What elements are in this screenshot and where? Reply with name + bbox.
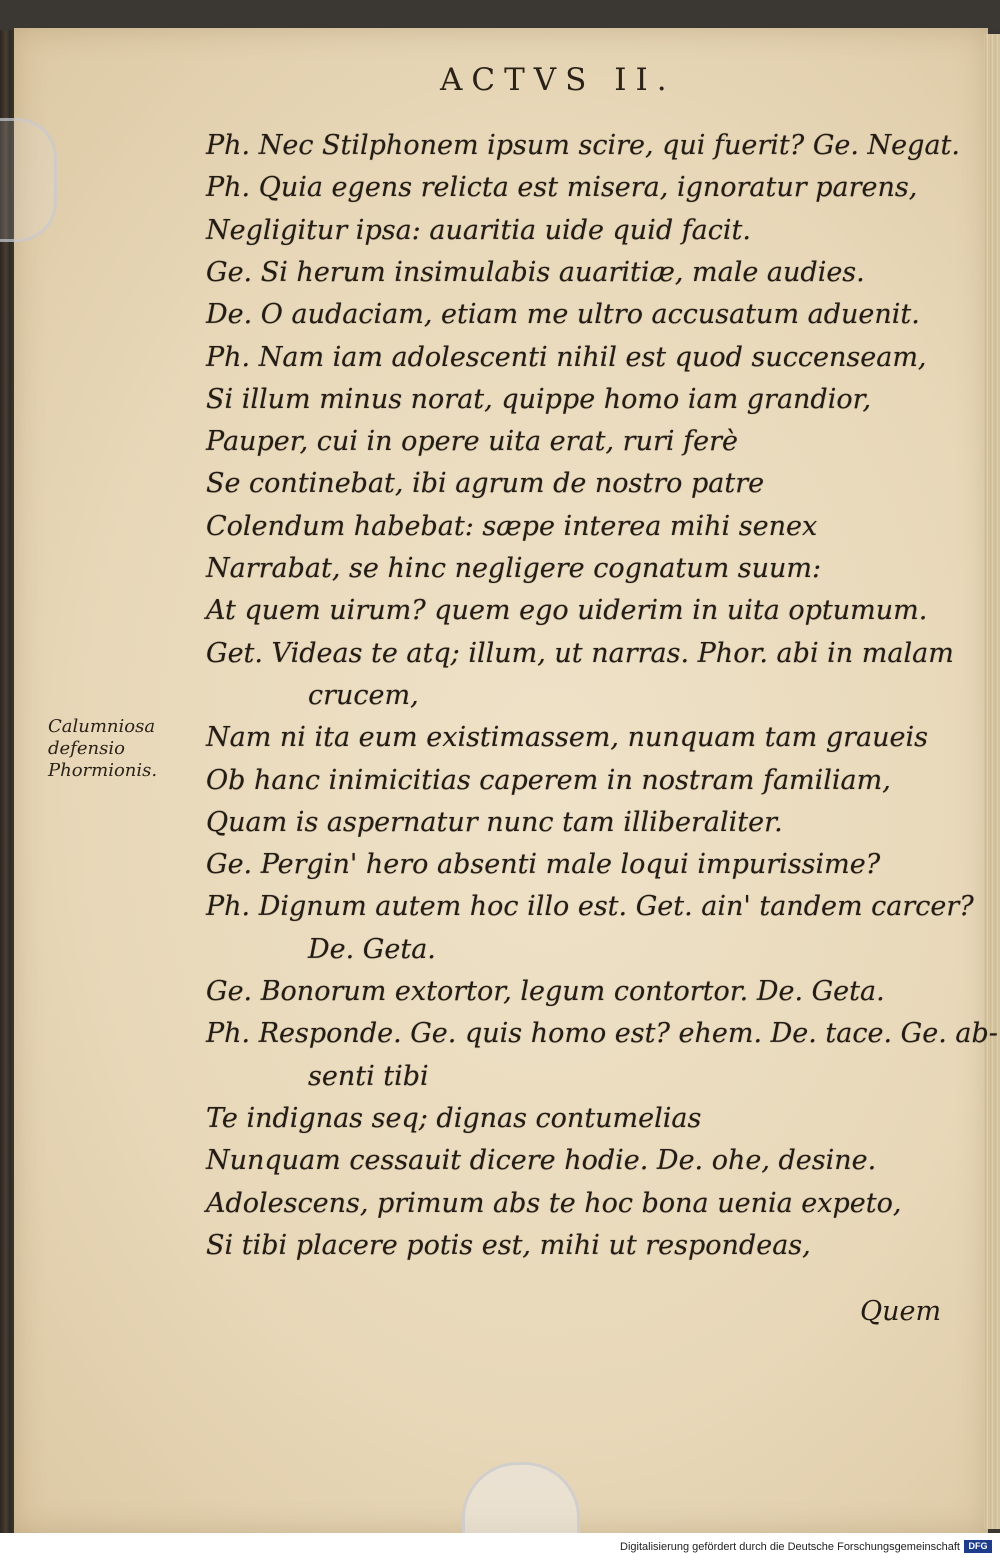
text-line: Ph. Responde. Ge. quis homo est? ehem. De. tace. Ge. ab- <box>206 1018 998 1050</box>
text-line: Ge. Pergin' hero absenti male loqui impurissime? <box>206 849 881 881</box>
text-line: Ph. Quia egens relicta est misera, ignoratur parens, <box>206 172 918 204</box>
text-line: senti tibi <box>308 1060 429 1092</box>
footer-credit: Digitalisierung gefördert durch die Deutsche Forschungsgemeinschaft <box>620 1541 960 1553</box>
text-line: Te indignas seq; dignas contumelias <box>206 1102 702 1134</box>
text-line: Ge. Bonorum extortor, legum contortor. De. Geta. <box>206 976 885 1007</box>
catchword: Quem <box>860 1296 942 1327</box>
text-line: Colendum habebat: sæpe interea mihi senex <box>206 510 818 542</box>
text-line: Si tibi placere potis est, mihi ut respondeas, <box>206 1229 811 1261</box>
marginal-note-line: Calumniosa <box>48 716 156 737</box>
text-line: Get. Videas te atq; illum, ut narras. Phor. abi in malam <box>206 637 954 669</box>
text-line: Adolescens, primum abs te hoc bona uenia expeto, <box>206 1187 902 1219</box>
marginal-note-line: defensio <box>48 738 125 759</box>
page-edge <box>984 34 1000 1529</box>
running-head: ACTVS II. <box>440 62 676 98</box>
text-line: De. Geta. <box>308 933 436 965</box>
text-line: Ge. Si herum insimulabis auaritiæ, male audies. <box>206 256 865 288</box>
clip-left <box>0 118 57 242</box>
text-line: Ob hanc inimicitias caperem in nostram familiam, <box>206 764 891 796</box>
text-line: De. O audaciam, etiam me ultro accusatum aduenit. <box>206 299 920 331</box>
text-line: Quam is aspernatur nunc tam illiberaliter. <box>206 806 783 838</box>
marginal-note-line: Phormionis. <box>48 760 158 781</box>
text-line: Ph. Nam iam adolescenti nihil est quod succenseam, <box>206 341 927 373</box>
text-line: Narrabat, se hinc negligere cognatum suum: <box>206 553 822 584</box>
text-line: Negligitur ipsa: auaritia uide quid facit. <box>206 214 751 246</box>
scan-top-border <box>0 0 1000 30</box>
text-line: Ph. Dignum autem hoc illo est. Get. ain' tandem carcer? <box>206 891 974 923</box>
text-line: crucem, <box>308 679 419 711</box>
dfg-logo: DFG <box>964 1540 992 1553</box>
text-line: Nam ni ita eum existimassem, nunquam tam graueis <box>206 722 928 754</box>
text-line: Ph. Nec Stilphonem ipsum scire, qui fuerit? Ge. Negat. <box>206 130 960 161</box>
text-line: Si illum minus norat, quippe homo iam grandior, <box>206 383 872 415</box>
text-line: At quem uirum? quem ego uiderim in uita optumum. <box>206 595 928 627</box>
text-line: Pauper, cui in opere uita erat, ruri ferè <box>206 426 738 458</box>
marginal-note <box>48 716 157 782</box>
text-line: Nunquam cessauit dicere hodie. De. ohe, desine. <box>206 1145 877 1177</box>
text-line: Se continebat, ibi agrum de nostro patre <box>206 468 765 500</box>
